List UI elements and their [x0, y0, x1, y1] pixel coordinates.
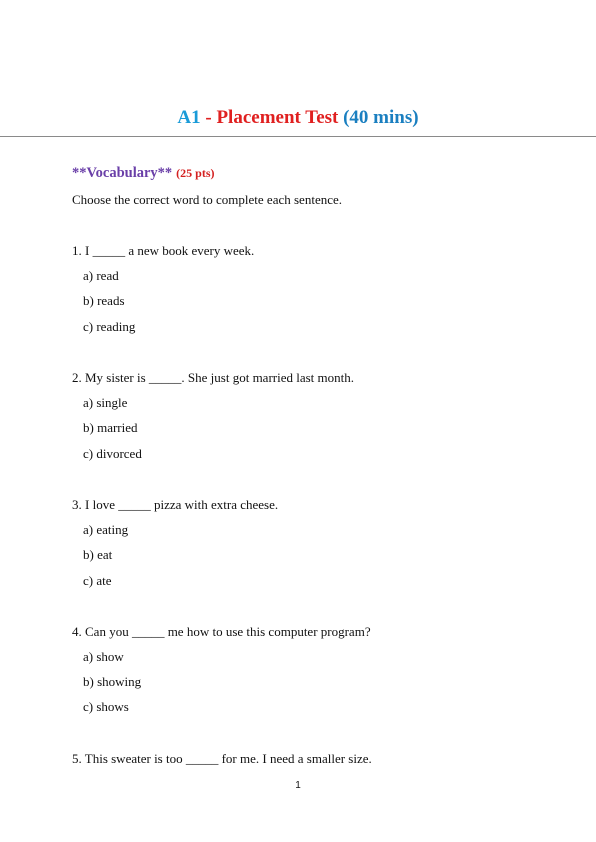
section-points: (25 pts) — [176, 166, 215, 180]
test-name: Placement Test — [216, 107, 339, 128]
page-title — [0, 106, 596, 130]
answer-option: b) showing — [83, 674, 142, 689]
answer-option: c) ate — [83, 573, 112, 588]
answer-option: b) married — [83, 420, 138, 435]
section-instructions: Choose the correct word to complete each sentence. — [72, 192, 342, 207]
question-text: 3. I love _____ pizza with extra cheese. — [72, 497, 279, 512]
question-text: 5. This sweater is too _____ for me. I need a smaller size. — [72, 751, 372, 766]
section-name: **Vocabulary** — [72, 165, 173, 181]
test-duration: (40 mins) — [343, 107, 419, 128]
question-text: 4. Can you _____ me how to use this computer program? — [72, 624, 371, 639]
answer-option: c) divorced — [83, 446, 142, 461]
answer-option: a) show — [83, 649, 124, 664]
question-text: 1. I _____ a new book every week. — [72, 243, 255, 258]
title-separator: - — [205, 107, 212, 128]
answer-option: b) reads — [83, 293, 125, 308]
section-heading — [72, 164, 215, 182]
answer-option: a) read — [83, 268, 119, 283]
question-text: 2. My sister is _____. She just got married last month. — [72, 370, 355, 385]
page-number: 1 — [295, 780, 301, 791]
level-label: A1 — [177, 107, 201, 128]
answer-option: a) eating — [83, 522, 129, 537]
answer-option: c) shows — [83, 699, 129, 714]
answer-option: a) single — [83, 395, 128, 410]
answer-option: b) eat — [83, 547, 113, 562]
title-divider — [0, 136, 596, 137]
answer-option: c) reading — [83, 319, 136, 334]
